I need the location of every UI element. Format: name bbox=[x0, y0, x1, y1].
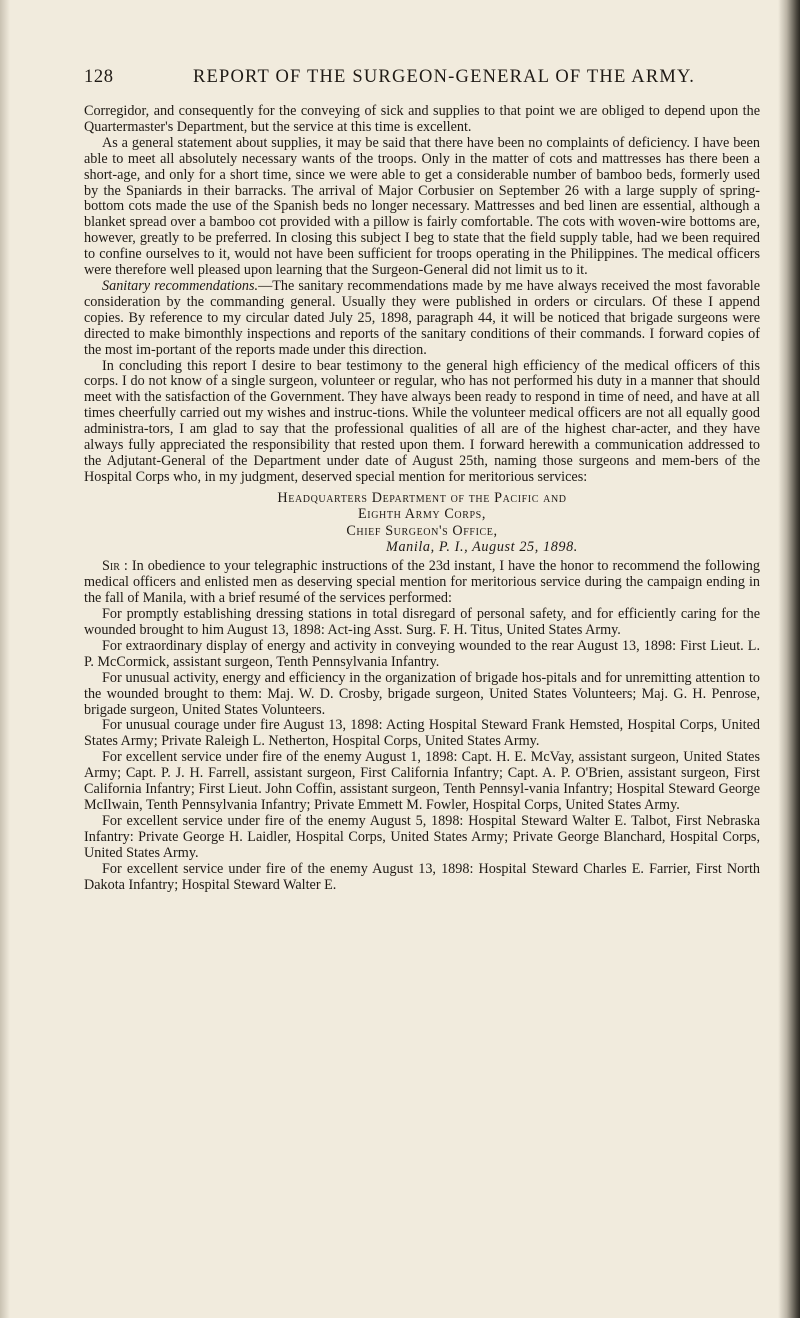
sanitary-lead: Sanitary recommendations. bbox=[102, 277, 259, 294]
paragraph-continuation: Corregidor, and consequently for the conveying of sick and supplies to that point we are obliged to depend upon the Quartermaster's Department, but the service at this time is excellent. bbox=[84, 103, 760, 135]
letter-heading-line-3: Chief Surgeon's Office, bbox=[346, 522, 498, 539]
letter-heading-line-4: Manila, P. I., August 25, 1898. bbox=[386, 538, 578, 555]
letter-paragraph-8: For excellent service under fire of the enemy August 13, 1898: Hospital Steward Charles E. Farrier, First North Dakota Infantry; Hospital Steward Walter E. bbox=[84, 860, 760, 893]
letter-heading bbox=[84, 490, 760, 556]
paragraph-conclusion: In concluding this report I desire to bear testimony to the general high efficiency of the medical officers of this corps. I do not know of a single surgeon, volunteer or regular, who has not performed his duty in a manner that should meet with the satisfaction of the Government. They have always been ready to respond in time of need, and have at all times cheerfully carried out my wishes and instruc-tions. While the volunteer medical officers are not all equally good administra-tors, I am glad to say that the professional qualities of all are of the highest char-acter, and they have always fully appreciated the responsibility that rested upon them. I forward herewith a communication addressed to the Adjutant-General of the Department under date of August 25th, naming those surgeons and mem-bers of the Hospital Corps who, in my judgment, deserved special mention for meritorious services: bbox=[84, 357, 760, 485]
letter-salutation: Sir : bbox=[102, 558, 128, 575]
letter-heading-line-1: Headquarters Department of the Pacific and bbox=[277, 489, 567, 506]
page-edge-shadow bbox=[0, 0, 10, 1318]
letter-paragraph-7: For excellent service under fire of the enemy August 5, 1898: Hospital Steward Walter E. Talbot, First Nebraska Infantry: Private George H. Laidler, Hospital Corps, United States Army; Private George Blanchard, Hospital Corps, United States Army. bbox=[84, 812, 760, 861]
letter-paragraph-4: For unusual activity, energy and efficiency in the organization of brigade hos-pitals and for unremitting attention to the wounded brought to them: Maj. W. D. Crosby, brigade surgeon, United States Volunteers; Maj. G. H. Penrose, brigade surgeon, United States Volunteers. bbox=[84, 669, 760, 718]
running-title: REPORT OF THE SURGEON-GENERAL OF THE ARMY. bbox=[192, 67, 696, 87]
page-header bbox=[84, 67, 760, 97]
letter-heading-line-2: Eighth Army Corps, bbox=[358, 506, 486, 523]
page-number: 128 bbox=[84, 67, 114, 87]
paragraph-sanitary bbox=[84, 279, 760, 359]
letter-paragraph-1 bbox=[84, 559, 760, 607]
binding-shadow bbox=[778, 0, 800, 1318]
letter-paragraph-1-text: In obedience to your telegraphic instructions of the 23d instant, I have the honor to recommend the following medical officers and enlisted men as deserving special mention for meritorious service during the campaign ending in the fall of Manila, with a brief resumé of the services performed: bbox=[84, 558, 760, 607]
letter-paragraph-3: For extraordinary display of energy and activity in conveying wounded to the rear August 13, 1898: First Lieut. L. P. McCormick, assistant surgeon, Tenth Pennsylvania Infantry. bbox=[84, 637, 760, 670]
letter-paragraph-5: For unusual courage under fire August 13, 1898: Acting Hospital Steward Frank Hemsted, Hospital Corps, United States Army; Private Raleigh L. Netherton, Hospital Corps, United States Army. bbox=[84, 717, 760, 750]
sanitary-text: —The sanitary recommendations made by me have always received the most favorable consideration by the commanding general. Usually they were published in orders or circulars. Of these I append copies. By reference to my circular dated July 25, 1898, paragraph 44, it will be noticed that brigade surgeons were directed to make bimonthly inspections and reports of the sanitary conditions of their commands. I forward copies of the most im-portant of the reports made under this direction. bbox=[84, 277, 761, 358]
page-body bbox=[84, 104, 760, 893]
letter-paragraph-6: For excellent service under fire of the enemy August 1, 1898: Capt. H. E. McVay, assistant surgeon, United States Army; Capt. P. J. H. Farrell, assistant surgeon, First California Infantry; Capt. A. P. O'Brien, assistant surgeon, First California Infantry; First Lieut. John Coffin, assistant surgeon, Tenth Pennsyl-vania Infantry; Hospital Steward George McIlwain, Tenth Pennsylvania Infantry; Private Emmett M. Fowler, Hospital Corps, United States Army. bbox=[84, 749, 760, 813]
letter-paragraph-2: For promptly establishing dressing stations in total disregard of personal safety, and for efficiently caring for the wounded brought to him August 13, 1898: Act-ing Asst. Surg. F. H. Titus, United States Army. bbox=[84, 606, 760, 638]
paragraph-supplies: As a general statement about supplies, it may be said that there have been no complaints of deficiency. I have been able to meet all absolutely necessary wants of the troops. Only in the matter of cots and mattresses has there been a short-age, and only for a short time, since we were able to get a considerable number of bamboo beds, formerly used by the Spaniards in their barracks. The arrival of Major Corbusier on September 26 with a large supply of spring-bottom cots made the use of the Spanish beds no longer necessary. Mattresses and bed linen are essential, although a blanket spread over a bamboo cot provided with a pillow is fairly comfortable. The cots with woven-wire bottoms are, however, greatly to be preferred. In closing this subject I beg to state that the field supply table, had we been required to confine ourselves to it, would not have been sufficient for troops operating in the Philippines. The medical officers were therefore well pleased upon learning that the Surgeon-General did not limit us to it. bbox=[84, 134, 760, 279]
